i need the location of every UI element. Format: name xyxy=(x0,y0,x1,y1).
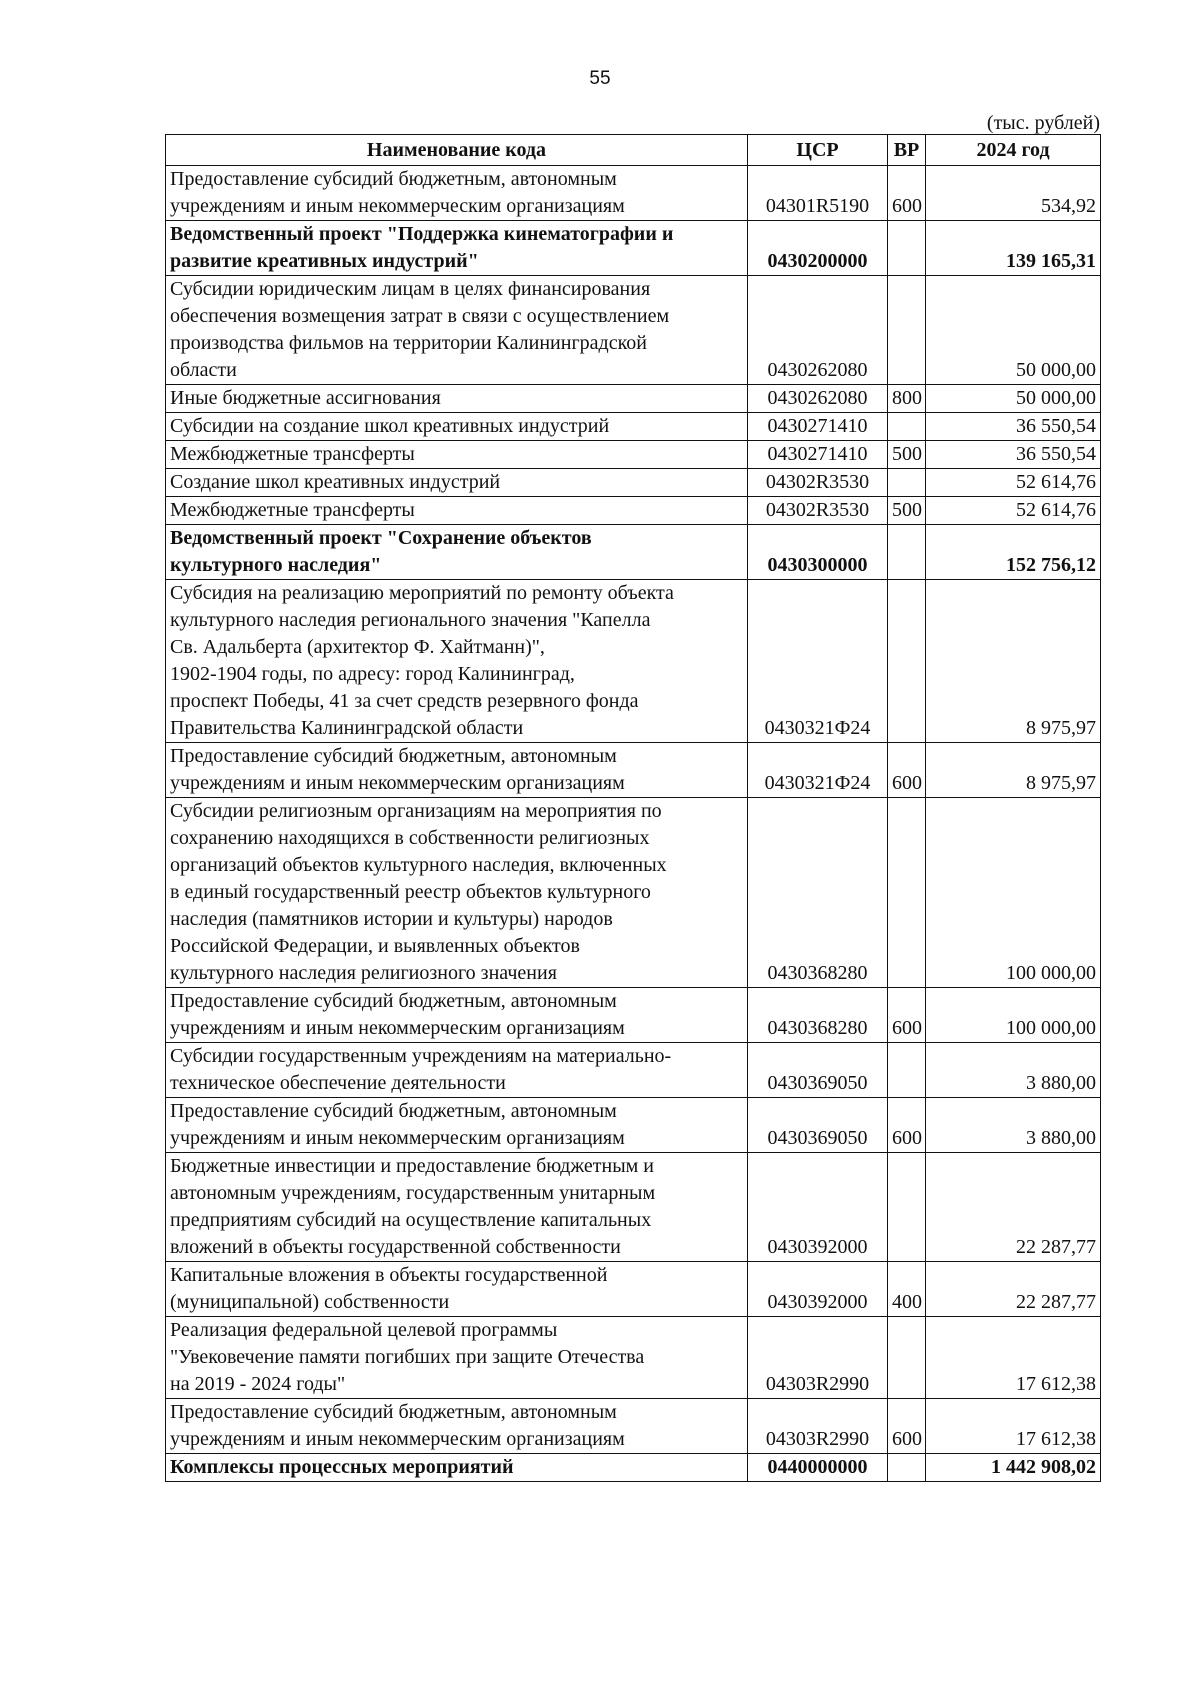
cell-name: Межбюджетные трансферты xyxy=(166,497,748,525)
cell-vr xyxy=(888,221,926,276)
unit-note: (тыс. рублей) xyxy=(986,112,1100,134)
cell-csr: 0430262080 xyxy=(748,385,888,413)
cell-vr: 600 xyxy=(888,988,926,1043)
cell-vr: 400 xyxy=(888,1262,926,1317)
cell-name: Предоставление субсидий бюджетным, автономным учреждениям и иным некоммерческим организациям xyxy=(166,1399,748,1454)
header-name: Наименование кода xyxy=(166,135,748,166)
cell-sum: 52 614,76 xyxy=(926,497,1101,525)
cell-vr xyxy=(888,580,926,743)
table-row xyxy=(166,166,1101,221)
cell-name: Субсидия на реализацию мероприятий по ремонту объекта культурного наследия регионального значения "Капелла Св. Адальберта (архитектор Ф. Хайтманн)", 1902-1904 годы, по адресу: город Калининград, проспект Победы, 41 за счет средств резервного фонда Правительства Калининградской области xyxy=(166,580,748,743)
cell-sum: 8 975,97 xyxy=(926,743,1101,798)
cell-csr: 0430392000 xyxy=(748,1262,888,1317)
cell-sum: 8 975,97 xyxy=(926,580,1101,743)
cell-vr: 600 xyxy=(888,166,926,221)
cell-sum: 50 000,00 xyxy=(926,385,1101,413)
table-row xyxy=(166,525,1101,580)
cell-csr: 0430321Ф24 xyxy=(748,580,888,743)
cell-vr: 500 xyxy=(888,441,926,469)
budget-table xyxy=(165,134,1101,1482)
cell-csr: 04302R3530 xyxy=(748,469,888,497)
table-row xyxy=(166,221,1101,276)
header-vr: ВР xyxy=(888,135,926,166)
table-row xyxy=(166,988,1101,1043)
cell-csr: 0430368280 xyxy=(748,798,888,988)
cell-csr: 04301R5190 xyxy=(748,166,888,221)
cell-name: Иные бюджетные ассигнования xyxy=(166,385,748,413)
cell-csr: 0430368280 xyxy=(748,988,888,1043)
cell-vr: 600 xyxy=(888,1399,926,1454)
table-row xyxy=(166,441,1101,469)
table-row xyxy=(166,1454,1101,1482)
table-row xyxy=(166,276,1101,385)
table-row xyxy=(166,413,1101,441)
cell-name: Бюджетные инвестиции и предоставление бюджетным и автономным учреждениям, государственным унитарным предприятиям субсидий на осуществление капитальных вложений в объекты государственной собственности xyxy=(166,1153,748,1262)
header-row xyxy=(166,135,1101,166)
cell-vr xyxy=(888,798,926,988)
cell-vr: 600 xyxy=(888,1098,926,1153)
cell-name: Комплексы процессных мероприятий xyxy=(166,1454,748,1482)
cell-csr: 04302R3530 xyxy=(748,497,888,525)
cell-csr: 0430392000 xyxy=(748,1153,888,1262)
cell-name: Субсидии на создание школ креативных индустрий xyxy=(166,413,748,441)
page-number: 55 xyxy=(589,68,611,89)
cell-sum: 3 880,00 xyxy=(926,1043,1101,1098)
cell-vr: 500 xyxy=(888,497,926,525)
table-row xyxy=(166,1317,1101,1399)
cell-vr: 600 xyxy=(888,743,926,798)
cell-name: Реализация федеральной целевой программы "Увековечение памяти погибших при защите Отечества на 2019 - 2024 годы" xyxy=(166,1317,748,1399)
cell-sum: 50 000,00 xyxy=(926,276,1101,385)
cell-name: Создание школ креативных индустрий xyxy=(166,469,748,497)
cell-name: Предоставление субсидий бюджетным, автономным учреждениям и иным некоммерческим организациям xyxy=(166,166,748,221)
cell-vr xyxy=(888,276,926,385)
cell-sum: 139 165,31 xyxy=(926,221,1101,276)
cell-sum: 36 550,54 xyxy=(926,441,1101,469)
table-row xyxy=(166,1399,1101,1454)
cell-sum: 22 287,77 xyxy=(926,1262,1101,1317)
table-row xyxy=(166,798,1101,988)
cell-csr: 0430369050 xyxy=(748,1043,888,1098)
cell-csr: 0430271410 xyxy=(748,413,888,441)
cell-name: Субсидии религиозным организациям на мероприятия по сохранению находящихся в собственности религиозных организаций объектов культурного наследия, включенных в единый государственный реестр объектов культурного наследия (памятников истории и культуры) народов Российской Федерации, и выявленных объектов культурного наследия религиозного значения xyxy=(166,798,748,988)
cell-vr xyxy=(888,469,926,497)
cell-vr xyxy=(888,1043,926,1098)
table-body xyxy=(166,166,1101,1482)
cell-csr: 0430300000 xyxy=(748,525,888,580)
cell-sum: 100 000,00 xyxy=(926,988,1101,1043)
cell-name: Предоставление субсидий бюджетным, автономным учреждениям и иным некоммерческим организациям xyxy=(166,1098,748,1153)
cell-sum: 36 550,54 xyxy=(926,413,1101,441)
cell-csr: 0430321Ф24 xyxy=(748,743,888,798)
table-row xyxy=(166,497,1101,525)
cell-name: Субсидии юридическим лицам в целях финансирования обеспечения возмещения затрат в связи с осуществлением производства фильмов на территории Калининградской области xyxy=(166,276,748,385)
cell-csr: 04303R2990 xyxy=(748,1317,888,1399)
cell-name: Межбюджетные трансферты xyxy=(166,441,748,469)
cell-sum: 534,92 xyxy=(926,166,1101,221)
header-csr: ЦСР xyxy=(748,135,888,166)
cell-sum: 17 612,38 xyxy=(926,1317,1101,1399)
cell-vr xyxy=(888,1454,926,1482)
cell-csr: 0440000000 xyxy=(748,1454,888,1482)
table-row xyxy=(166,469,1101,497)
cell-sum: 17 612,38 xyxy=(926,1399,1101,1454)
cell-sum: 22 287,77 xyxy=(926,1153,1101,1262)
cell-vr xyxy=(888,1317,926,1399)
cell-csr: 0430369050 xyxy=(748,1098,888,1153)
cell-sum: 100 000,00 xyxy=(926,798,1101,988)
cell-name: Предоставление субсидий бюджетным, автономным учреждениям и иным некоммерческим организациям xyxy=(166,743,748,798)
cell-name: Предоставление субсидий бюджетным, автономным учреждениям и иным некоммерческим организациям xyxy=(166,988,748,1043)
cell-name: Ведомственный проект "Поддержка кинематографии и развитие креативных индустрий" xyxy=(166,221,748,276)
header-year: 2024 год xyxy=(926,135,1101,166)
cell-csr: 04303R2990 xyxy=(748,1399,888,1454)
table-row xyxy=(166,580,1101,743)
cell-vr xyxy=(888,413,926,441)
cell-sum: 1 442 908,02 xyxy=(926,1454,1101,1482)
cell-csr: 0430200000 xyxy=(748,221,888,276)
cell-vr: 800 xyxy=(888,385,926,413)
cell-sum: 3 880,00 xyxy=(926,1098,1101,1153)
table-row xyxy=(166,385,1101,413)
cell-name: Капитальные вложения в объекты государственной (муниципальной) собственности xyxy=(166,1262,748,1317)
table-row xyxy=(166,743,1101,798)
cell-name: Ведомственный проект "Сохранение объектов культурного наследия" xyxy=(166,525,748,580)
table-row xyxy=(166,1043,1101,1098)
cell-sum: 152 756,12 xyxy=(926,525,1101,580)
cell-name: Субсидии государственным учреждениям на материально- техническое обеспечение деятельности xyxy=(166,1043,748,1098)
cell-vr xyxy=(888,525,926,580)
table-row xyxy=(166,1262,1101,1317)
cell-sum: 52 614,76 xyxy=(926,469,1101,497)
cell-csr: 0430271410 xyxy=(748,441,888,469)
cell-vr xyxy=(888,1153,926,1262)
cell-csr: 0430262080 xyxy=(748,276,888,385)
table-row xyxy=(166,1098,1101,1153)
table-row xyxy=(166,1153,1101,1262)
